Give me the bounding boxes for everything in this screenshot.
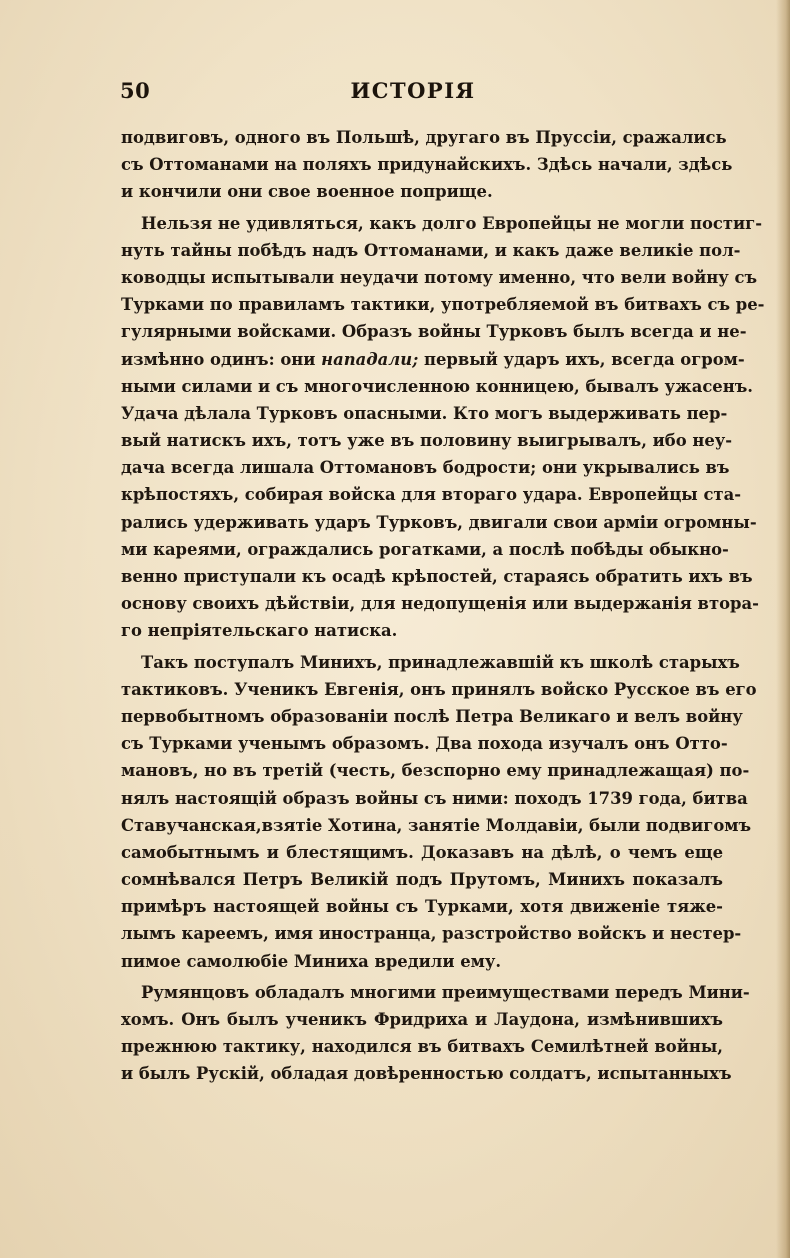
text-line: го непріятельскаго натиска. — [121, 621, 398, 641]
text-line: Такъ поступалъ Минихъ, принадлежавшій къ школѣ старыхъ — [141, 652, 740, 672]
text-line: Удача дѣлала Турковъ опасными. Кто могъ выдерживать пер- — [121, 403, 728, 423]
page-number: 50 — [120, 78, 151, 103]
text-line: венно приступали къ осадѣ крѣпостей, стараясь обратить ихъ въ — [121, 567, 753, 586]
text-line: и кончили они свое военное поприще. — [121, 182, 493, 202]
text-line: прежнюю тактику, находился въ битвахъ Семилѣтней войны, — [121, 1037, 723, 1057]
text-line: дача всегда лишала Оттомановъ бодрости; они укрывались въ — [121, 458, 730, 478]
text-line: нялъ настоящій образъ войны съ ними: походъ 1739 года, битва — [121, 788, 748, 808]
paragraph — [121, 649, 757, 975]
text-line: сомнѣвался Петръ Великій подъ Прутомъ, Минихъ показалъ — [121, 870, 723, 890]
text-line: Румянцовъ обладалъ многими преимуществами передъ Мини- — [141, 982, 750, 1002]
text-line: крѣпостяхъ, собирая войска для втораго удара. Европейцы ста- — [121, 485, 742, 505]
text-line: Турками по правиламъ тактики, употребляемой въ битвахъ съ ре- — [121, 295, 765, 315]
text-line: примѣръ настоящей войны съ Турками, хотя движеніе тяже- — [121, 897, 723, 917]
text-line: хомъ. Онъ былъ ученикъ Фридриха и Лаудона, измѣнившихъ — [121, 1010, 723, 1029]
body-text — [121, 124, 765, 1088]
text-line: съ Турками ученымъ образомъ. Два похода изучалъ онъ Отто- — [121, 734, 728, 754]
page-header — [0, 78, 790, 110]
text-line: тактиковъ. Ученикъ Евгенія, онъ принялъ войско Русское въ его — [121, 679, 757, 699]
text-line: съ Оттоманами на поляхъ придунайскихъ. Здѣсь начали, здѣсь — [121, 155, 733, 175]
text-line: пимое самолюбіе Миниха вредили ему. — [121, 951, 502, 971]
text-line: подвиговъ, одного въ Польшѣ, другаго въ Пруссіи, сражались — [121, 128, 727, 147]
paragraph — [121, 124, 733, 206]
text-line: Ставучанская,взятіе Хотина, занятіе Молдавіи, были подвигомъ — [121, 815, 752, 835]
text-line: самобытнымъ и блестящимъ. Доказавъ на дѣлѣ, о чемъ еще — [121, 842, 723, 862]
text-line: ными силами и съ многочисленною конницею, бывалъ ужасенъ. — [121, 376, 753, 396]
text-line: ми кареями, ограждались рогатками, а послѣ побѣды обыкно- — [121, 539, 729, 559]
page-edge-shadow — [776, 0, 790, 1258]
italic-emphasis: нападали; — [321, 349, 419, 369]
text-line: мановъ, но въ третій (честь, безспорно ему принадлежащая) по- — [121, 761, 750, 781]
paragraph — [121, 979, 750, 1088]
text-line: рались удерживать ударъ Турковъ, двигали свои арміи огромны- — [121, 512, 757, 532]
text-line: ководцы испытывали неудачи потому именно, что вели войну съ — [121, 267, 758, 287]
text-line: и былъ Рускій, обладая довѣренностью солдатъ, испытанныхъ — [121, 1064, 732, 1084]
text-line: измѣнно одинъ: они нападали; первый ударъ ихъ, всегда огром- — [121, 349, 745, 369]
text-line: гулярными войсками. Образъ войны Турковъ былъ всегда и не- — [121, 322, 747, 342]
running-head: ИСТОРІЯ — [350, 78, 476, 103]
paragraph — [121, 210, 765, 645]
text-line: нуть тайны побѣдъ надъ Оттоманами, и какъ даже великіе пол- — [121, 240, 741, 260]
text-line: вый натискъ ихъ, тотъ уже въ половину выигрывалъ, ибо неу- — [121, 431, 733, 451]
text-line: первобытномъ образованіи послѣ Петра Великаго и велъ войну — [121, 706, 743, 726]
text-line: Нельзя не удивляться, какъ долго Европейцы не могли постиг- — [141, 213, 763, 233]
text-line: основу своихъ дѣйствіи, для недопущенія или выдержанія втора- — [121, 594, 759, 614]
text-line: лымъ кареемъ, имя иностранца, разстройство войскъ и нестер- — [121, 924, 742, 944]
